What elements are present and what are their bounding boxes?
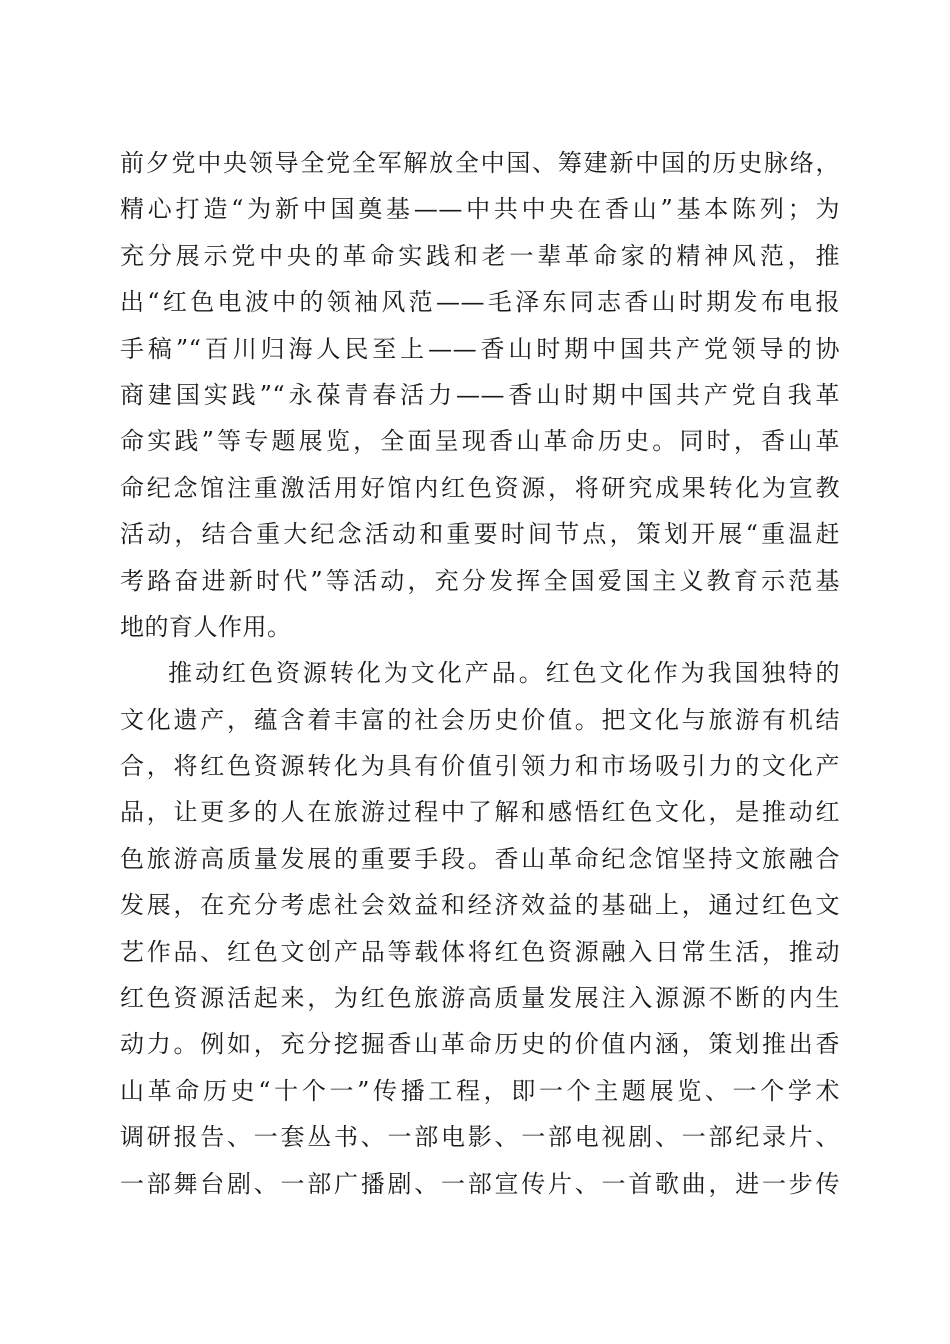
text-line: 出“红色电波中的领袖风范——毛泽东同志香山时期发布电报 — [120, 288, 840, 317]
text-line: 山革命历史“十个一”传播工程，即一个主题展览、一个学术 — [120, 1076, 840, 1105]
text-line: 精心打造“为新中国奠基——中共中央在香山”基本陈列；为 — [120, 195, 840, 224]
paragraph-1 — [120, 140, 840, 650]
text-line: 前夕党中央领导全党全军解放全中国、筹建新中国的历史脉络， — [120, 149, 840, 177]
text-line: 考路奋进新时代”等活动，充分发挥全国爱国主义教育示范基 — [120, 566, 840, 595]
text-line: 推动红色资源转化为文化产品。红色文化作为我国独特的 — [168, 659, 840, 688]
text-line: 地的育人作用。 — [120, 612, 292, 641]
text-line: 发展，在充分考虑社会效益和经济效益的基础上，通过红色文 — [120, 891, 840, 920]
text-line: 一部舞台剧、一部广播剧、一部宣传片、一首歌曲，进一步传 — [120, 1169, 840, 1198]
text-line: 命实践”等专题展览，全面呈现香山革命历史。同时，香山革 — [120, 427, 840, 456]
text-line: 红色资源活起来，为红色旅游高质量发展注入源源不断的内生 — [120, 984, 840, 1013]
text-line: 命纪念馆注重激活用好馆内红色资源，将研究成果转化为宣教 — [120, 473, 840, 502]
text-line: 色旅游高质量发展的重要手段。香山革命纪念馆坚持文旅融合 — [120, 844, 840, 873]
text-line: 调研报告、一套丛书、一部电影、一部电视剧、一部纪录片、 — [120, 1123, 840, 1152]
text-line: 品，让更多的人在旅游过程中了解和感悟红色文化，是推动红 — [120, 798, 840, 827]
text-line: 商建国实践”“永葆青春活力——香山时期中国共产党自我革 — [120, 380, 840, 409]
text-line: 手稿”“百川归海人民至上——香山时期中国共产党领导的协 — [120, 334, 840, 363]
text-line: 动力。例如，充分挖掘香山革命历史的价值内涵，策划推出香 — [120, 1030, 840, 1059]
paragraph-2 — [120, 650, 840, 1207]
text-line: 活动，结合重大纪念活动和重要时间节点，策划开展“重温赶 — [120, 520, 840, 549]
text-line: 合，将红色资源转化为具有价值引领力和市场吸引力的文化产 — [120, 752, 840, 781]
text-line: 艺作品、红色文创产品等载体将红色资源融入日常生活，推动 — [120, 937, 840, 966]
text-line: 文化遗产，蕴含着丰富的社会历史价值。把文化与旅游有机结 — [120, 705, 840, 734]
body-text — [120, 140, 840, 1207]
text-line: 充分展示党中央的革命实践和老一辈革命家的精神风范，推 — [120, 241, 840, 270]
